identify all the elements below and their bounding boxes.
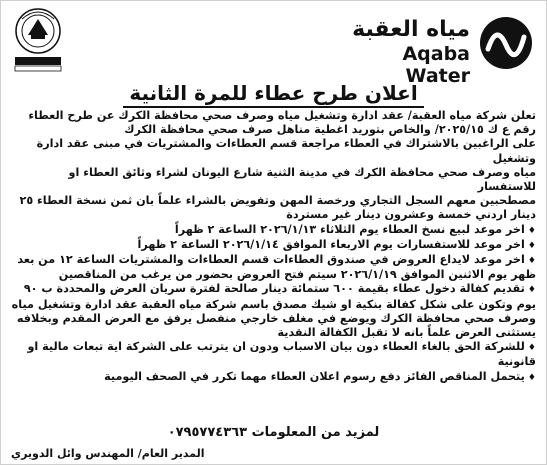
brand-name-arabic: مياه العقبة xyxy=(352,17,470,42)
bullet-line: ♦ يتحمل المناقص الفائز دفع رسوم اعلان العطاء مهما تكرر في الصحف اليومية xyxy=(11,370,536,385)
body-line: على الراغبين بالاشتراك في العطاء مراجعة قسم العطاءات والمشتريات في مبنى عقد ادارة وتشغيل xyxy=(36,137,536,165)
body-line: مياه وصرف صحي محافظة الكرك في مدينة الثنية شارع اليونان لشراء وثائق العطاء او للاستفسار xyxy=(68,165,536,194)
bullet-line: ♦ للشركة الحق بالغاء العطاء دون بيان الاسباب ودون ان يترتب على الشركة اية تبعات مالية او xyxy=(11,340,536,355)
signature: المدير العام/ المهندس وائل الدويري xyxy=(11,447,205,460)
bullet-continuation-line: وصرف صحي محافظة الكرك ويوضع في مغلف خارجي منفصل يرفق مع العرض المقدم وبخلافه xyxy=(16,311,536,325)
water-authority-seal-icon xyxy=(9,7,67,73)
brand-name-english: Aqaba Water xyxy=(402,43,470,87)
bullet-line: ♦ اخر موعد للاستفسارات يوم الاربعاء الموافق ٢٠٢٦/١/١٤ الساعة ٢ ظهراً xyxy=(11,238,536,253)
bullet-continuation-line: ظهر يوم الاثنين الموافق ٢٠٢٦/١/١٩ سيتم فتح العروض بحضور من يرغب من المناقصين xyxy=(58,268,536,282)
body-line: مصطحبين معهم السجل التجاري ورخصة المهن وتفويض بالشراء علماً بان ثمن نسخة العطاء ٢٥ xyxy=(19,194,536,208)
contact-info: لمزيد من المعلومات ٠٧٩٥٧٧٤٣٦٣ xyxy=(167,425,380,440)
announcement-title xyxy=(1,81,546,105)
aqaba-water-logo-icon xyxy=(478,15,534,71)
bullet-line: ♦ اخر موعد لايداع العروض في صندوق العطاءات قسم العطاءات والمشتريات الساعة ١٢ من بعد xyxy=(11,253,536,268)
body-line: تعلن شركة مياه العقبة/ عقد ادارة وتشغيل مياه وصرف صحي محافظة الكرك عن طرح العطاء xyxy=(28,109,536,122)
bullet-line: ♦ اخر موعد لبيع نسخ العطاء يوم الثلاثاء ٢٠٢٦/١/١٣ الساعة ٢ ظهراً xyxy=(11,223,536,238)
bullet-line: ♦ تقديم كفالة دخول عطاء بقيمة ٦٠٠ ستمائة دينار صالحة لفترة سريان العرض والمحددة ب ٩٠ xyxy=(11,282,536,297)
bullet-continuation-line: قانونية xyxy=(497,355,536,369)
announcement-title-text: اعلان طرح عطاء للمرة الثانية xyxy=(123,81,423,108)
bullet-continuation-line: يستثنى العرض علماً بانه لا تقبل الكفالة النقدية xyxy=(277,326,536,340)
body-line: دينار اردني خمسة وعشرون دينار غير مستردة xyxy=(286,208,536,222)
body-line: رقم ع ك ٢٠٢٥/١٥/ والخاص بتوريد اغطية مناهل صرف صحي محافظة الكرك xyxy=(124,123,536,137)
brand-header xyxy=(334,11,534,87)
bullet-continuation-line: يوم وتكون على شكل كفالة بنكية او شيك مصدق باسم شركة مياه العقبة عقد ادارة وتشغيل مياه xyxy=(11,297,536,311)
announcement-body xyxy=(11,109,536,385)
